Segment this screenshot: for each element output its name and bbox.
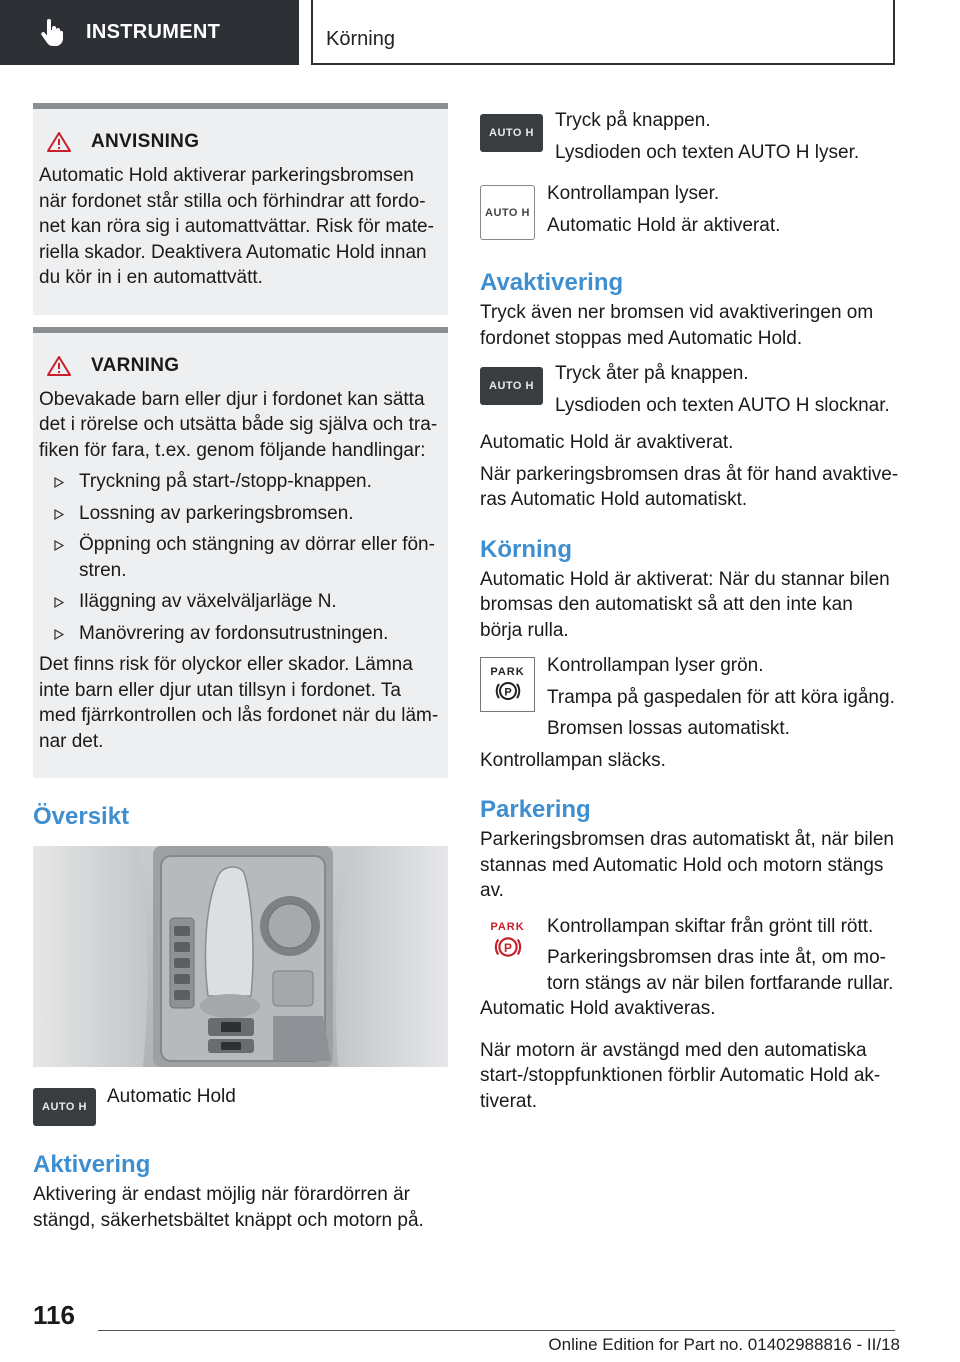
svg-text:P: P	[503, 686, 512, 698]
step-text: Lysdioden och texten AUTO H slocknar.	[555, 394, 890, 416]
auto-h-button-icon: AUTO H	[480, 367, 543, 405]
park-indicator-lamp-icon: PARK P	[480, 657, 535, 712]
lamp-text: Kontrollampan skiftar från grönt till rött.	[547, 915, 874, 937]
section-heading-oversikt: Översikt	[33, 803, 130, 830]
parking-brake-symbol-icon	[495, 678, 521, 704]
bullet-triangle-icon	[54, 597, 64, 608]
aktivering-text: Aktivering är endast möjlig när förardörren är stängd, säkerhetsbältet knäppt och motorn på.	[33, 1184, 424, 1231]
bullet-triangle-icon	[54, 540, 64, 551]
left-column	[33, 103, 448, 1233]
bullet-triangle-icon	[54, 509, 64, 520]
avaktivering-step-press	[480, 361, 900, 418]
section-heading-avaktivering: Avaktivering	[480, 269, 624, 296]
auto-h-indicator-lamp-icon: AUTO H	[480, 185, 535, 240]
warning-triangle-icon	[47, 132, 71, 152]
notice-outro: Det finns risk för olyckor eller skador. Lämna inte barn eller djur utan tillsyn i fordonet. Ta med fjärrkontrollen och lås fordonet när du lämnar det.	[39, 654, 439, 752]
list-item: Öppning och stängning av dörrar eller fönstren.	[39, 532, 440, 583]
svg-text:P: P	[503, 940, 512, 955]
step-text: Tryck på knappen.	[555, 110, 711, 131]
auto-h-legend-row	[33, 1088, 448, 1126]
lamp-text: Parkeringsbromsen dras inte åt, om motorn stängs av när bilen fortfarande rullar.	[547, 947, 894, 994]
list-item: Iläggning av växelväljarläge N.	[39, 589, 440, 615]
avaktivering-text: Tryck även ner bromsen vid avaktiveringen om fordonet stoppas med Automatic Hold.	[480, 302, 874, 349]
section-heading-aktivering: Aktivering	[33, 1151, 151, 1178]
aktivering-step-lamp	[480, 181, 900, 240]
lamp-text: Kontrollampan lyser grön.	[547, 655, 764, 676]
step-text: Lysdioden och texten AUTO H lyser.	[555, 141, 860, 163]
parkering-after-2: När motorn är avstängd med den automatiska start-/stoppfunktionen förblir Automatic Hold aktiverat.	[480, 1039, 881, 1112]
header-chapter-box	[311, 0, 895, 65]
korning-text: Automatic Hold är aktiverat: När du stannar bilen bromsas den automatiskt så att den inte kan börja rulla.	[480, 568, 890, 641]
notice-intro: Obevakade barn eller djur i fordonet kan sätta det i rörelse och utsätta både sig själva och trafiken för fara, t.ex. genom följande handlingar:	[39, 388, 438, 461]
notice-title: VARNING	[91, 354, 180, 376]
header-section-title: INSTRUMENT	[86, 21, 221, 43]
parkering-lamp-row	[480, 914, 900, 997]
step-text: Tryck åter på knappen.	[555, 363, 749, 384]
parkering-text: Parkeringsbromsen dras automatiskt åt, när bilen stannas med Automatic Hold och motorn stängs av.	[480, 829, 894, 901]
avaktivering-after-1: Automatic Hold är avaktiverat.	[480, 432, 734, 453]
header-chapter-title: Körning	[326, 28, 395, 50]
list-item: Tryckning på start-/stopp-knappen.	[39, 469, 440, 495]
center-console-illustration	[33, 846, 448, 1067]
page-number: 116	[33, 1300, 75, 1330]
section-heading-korning: Körning	[480, 535, 572, 563]
footer-divider	[98, 1330, 895, 1331]
list-item: Manövrering av fordonsutrustningen.	[39, 621, 440, 647]
park-red-indicator-icon: PARK P	[480, 914, 535, 969]
step-text: Kontrollampan lyser.	[547, 183, 720, 204]
auto-h-legend-caption: Automatic Hold	[107, 1086, 236, 1107]
header-section-tab	[0, 0, 299, 65]
notice-anvisning	[33, 103, 448, 315]
parking-brake-symbol-icon	[493, 933, 523, 961]
parkering-after-1: Automatic Hold avaktiveras.	[480, 998, 716, 1019]
warning-bullet-list	[39, 469, 440, 646]
avaktivering-after-2: När parkeringsbromsen dras åt för hand avaktiveras Automatic Hold automatiskt.	[480, 463, 899, 510]
footer-edition: Online Edition for Part no. 01402988816 - II/18	[548, 1335, 900, 1354]
bullet-triangle-icon	[54, 629, 64, 640]
auto-h-button-icon: AUTO H	[480, 114, 543, 152]
notice-varning	[33, 327, 448, 779]
hand-pointer-icon	[40, 19, 64, 47]
lamp-text: Trampa på gaspedalen för att köra igång.	[547, 686, 895, 708]
lamp-text: Bromsen lossas automatiskt.	[547, 718, 790, 739]
aktivering-step-press	[480, 108, 900, 165]
right-column	[480, 103, 900, 1114]
korning-after: Kontrollampan släcks.	[480, 749, 666, 771]
section-heading-parkering: Parkering	[480, 796, 591, 823]
notice-title: ANVISNING	[91, 131, 200, 152]
auto-h-button-icon: AUTO H	[33, 1088, 96, 1126]
bullet-triangle-icon	[54, 477, 64, 488]
warning-triangle-icon	[47, 356, 71, 376]
list-item: Lossning av parkeringsbromsen.	[39, 501, 440, 527]
step-text: Automatic Hold är aktiverat.	[547, 214, 781, 236]
notice-text: Automatic Hold aktiverar parkeringsbromsen när fordonet står stilla och förhindrar att fordonet kan röra sig i automattvättar. Risk för materiella skador. Deaktivera Automatic Hold innan du kör in i en automattvätt.	[39, 165, 434, 288]
korning-lamp-row	[480, 653, 900, 742]
